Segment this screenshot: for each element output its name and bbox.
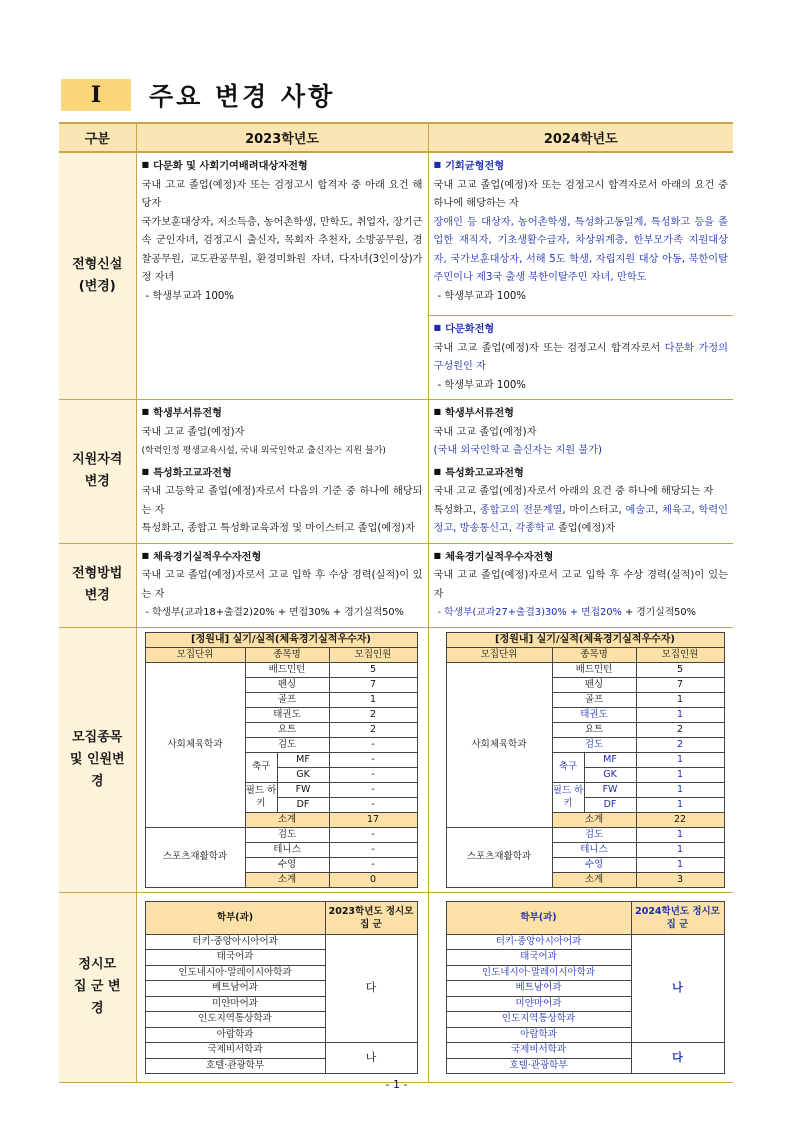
cell-2023-regular [136, 892, 428, 1083]
row-label-method: 전형방법 변경 [59, 543, 136, 627]
square-bullet-icon: ■ [433, 160, 442, 169]
header-2024: 2024학년도 [428, 123, 733, 152]
cell-2024-new: ■ 기회균형전형 국내 고교 졸업(예정)자 또는 검정고시 합격자로서 아래의 요건 중 하나에 해당하는 자 장애인 등 대상자, 농어촌학생, 특성화고동일계, 특성화고 등을 졸업한 재직자, 기초생활수급자, 차상위계층, 한부모가족 지원대상자, 국가보훈대상자, 서해 5도 학생, 자립지원 대상 아동, 북한이탈주민이나 제3국 출생 북한이탈주민 자녀, 만학도 - 학생부교과 100% ■ 다문화전형 국내 고교 졸업(예정)자 또는 검정고시 합격자로서 다문화 가정의 구성원인 자 - 학생부교과 100% [428, 152, 733, 400]
square-bullet-icon: ■ [141, 550, 150, 560]
table-header-row [59, 123, 733, 152]
heading-opportunity: ■ 기회균형전형 [433, 160, 505, 172]
row-method [59, 543, 733, 627]
row-sports-quota [59, 627, 733, 892]
group-table-2024: 학부(과) 2024학년도 정시모집 군 터키·중앙아시아어과 나 태국어과 인도네시아·말레이시아학과 베트남어과 미얀마어과 인도지역통상학과 아랍학과 국제비서학과 다 호텔·관광학부 [446, 901, 725, 1075]
row-label-regular: 정시모집 군 변경 [59, 892, 136, 1083]
square-bullet-icon: ■ [433, 407, 442, 416]
square-bullet-icon: ■ [433, 323, 442, 332]
heading-multicultural-2024: ■ 다문화전형 [433, 323, 495, 335]
page-number: - 1 - [385, 1078, 408, 1091]
cell-2024-sports [428, 627, 733, 892]
square-bullet-icon: ■ [141, 407, 150, 416]
row-new-admission [59, 152, 733, 400]
square-bullet-icon: ■ [433, 550, 442, 560]
section-title: 주요 변경 사항 [149, 82, 336, 111]
sports-table-2024: [정원내] 실기/실적(체육경기실적우수자) 모집단위 종목명 모집인원 사회체육학과 배드민턴 5 펜싱 7 골프 1 태권도 1 요트 2 검도 2 축구 MF 1 GK 1 필드 하키 FW 1 DF 1 소계 22 스포츠재활학과 검도 1 테니스 1 수영 1 소계 3 [446, 632, 725, 888]
section-header [61, 78, 335, 112]
cell-2024-regular [428, 892, 733, 1083]
group-table-2023: 학부(과) 2023학년도 정시모집 군 터키·중앙아시아어과 다 태국어과 인도네시아·말레이시아학과 베트남어과 미얀마어과 인도지역통상학과 아랍학과 국제비서학과 나 호텔·관광학부 [145, 901, 418, 1075]
row-eligibility [59, 400, 733, 544]
row-label-sports: 모집종목 및 인원변경 [59, 627, 136, 892]
square-bullet-icon: ■ [433, 466, 442, 476]
row-label-eligibility: 지원자격 변경 [59, 400, 136, 544]
changes-table [59, 122, 733, 1083]
cell-2023-sports [136, 627, 428, 892]
row-label-new: 전형신설(변경) [59, 152, 136, 400]
cell-2023-new: ■ 다문화 및 사회기여배려대상자전형 국내 고교 졸업(예정)자 또는 검정고시 합격자 중 아래 요건 해당자 국가보훈대상자, 저소득층, 농어촌학생, 만학도, 취업자, 장기근속 군인자녀, 검정고시 출신자, 목회자 추천자, 소방공무원, 경찰공무원, 교도관공무원, 환경미화원 자녀, 다자녀(3인이상)가정 자녀 - 학생부교과 100% [136, 152, 428, 400]
square-bullet-icon: ■ [141, 466, 150, 476]
header-category: 구분 [59, 123, 136, 152]
header-2023: 2023학년도 [136, 123, 428, 152]
sports-table-2023: [정원내] 실기/실적(체육경기실적우수자) 모집단위 종목명 모집인원 사회체육학과 배드민턴 5 펜싱 7 골프 1 태권도 2 요트 2 검도 - 축구 MF - GK - 필드 하키 FW - DF - 소계 17 스포츠재활학과 검도 - 테니스 - 수영 - 소계 0 [145, 632, 418, 888]
cell-2024-method: ■ 체육경기실적우수자전형 국내 고교 졸업(예정)자로서 고교 입학 후 수상 경력(실적)이 있는 자 - 학생부(교과27+출결3)30% + 면접20% + 경기실적50% [428, 543, 733, 627]
section-number: I [61, 79, 131, 111]
cell-2024-eligibility: ■ 학생부서류전형 국내 고교 졸업(예정)자 (국내 외국인학교 출신자는 지원 불가) ■ 특성화고교과전형 국내 고교 졸업(예정)자로서 아래의 요건 중 하나에 해당되는 자 특성화고, 종합고의 전문계열, 마이스터고, 예술고, 체육고, 학력인정고, 방송통신고, 각종학교 졸업(예정)자 [428, 400, 733, 544]
square-bullet-icon: ■ [141, 160, 150, 169]
row-regular-admission [59, 892, 733, 1083]
heading-multicultural-2023: ■ 다문화 및 사회기여배려대상자전형 [141, 160, 308, 172]
cell-2023-eligibility: ■ 학생부서류전형 국내 고교 졸업(예정)자 (학력인정 평생교육시설, 국내 외국인학교 출신자는 지원 불가) ■ 특성화고교과전형 국내 고등학교 졸업(예정)자로서 다음의 기준 중 하나에 해당되는 자 특성화고, 종합고 특성화교육과정 및 마이스터고 졸업(예정)자 [136, 400, 428, 544]
cell-2023-method: ■ 체육경기실적우수자전형 국내 고교 졸업(예정)자로서 고교 입학 후 수상 경력(실적)이 있는 자 - 학생부(교과18+출결2)20% + 면접30% + 경기실적50% [136, 543, 428, 627]
